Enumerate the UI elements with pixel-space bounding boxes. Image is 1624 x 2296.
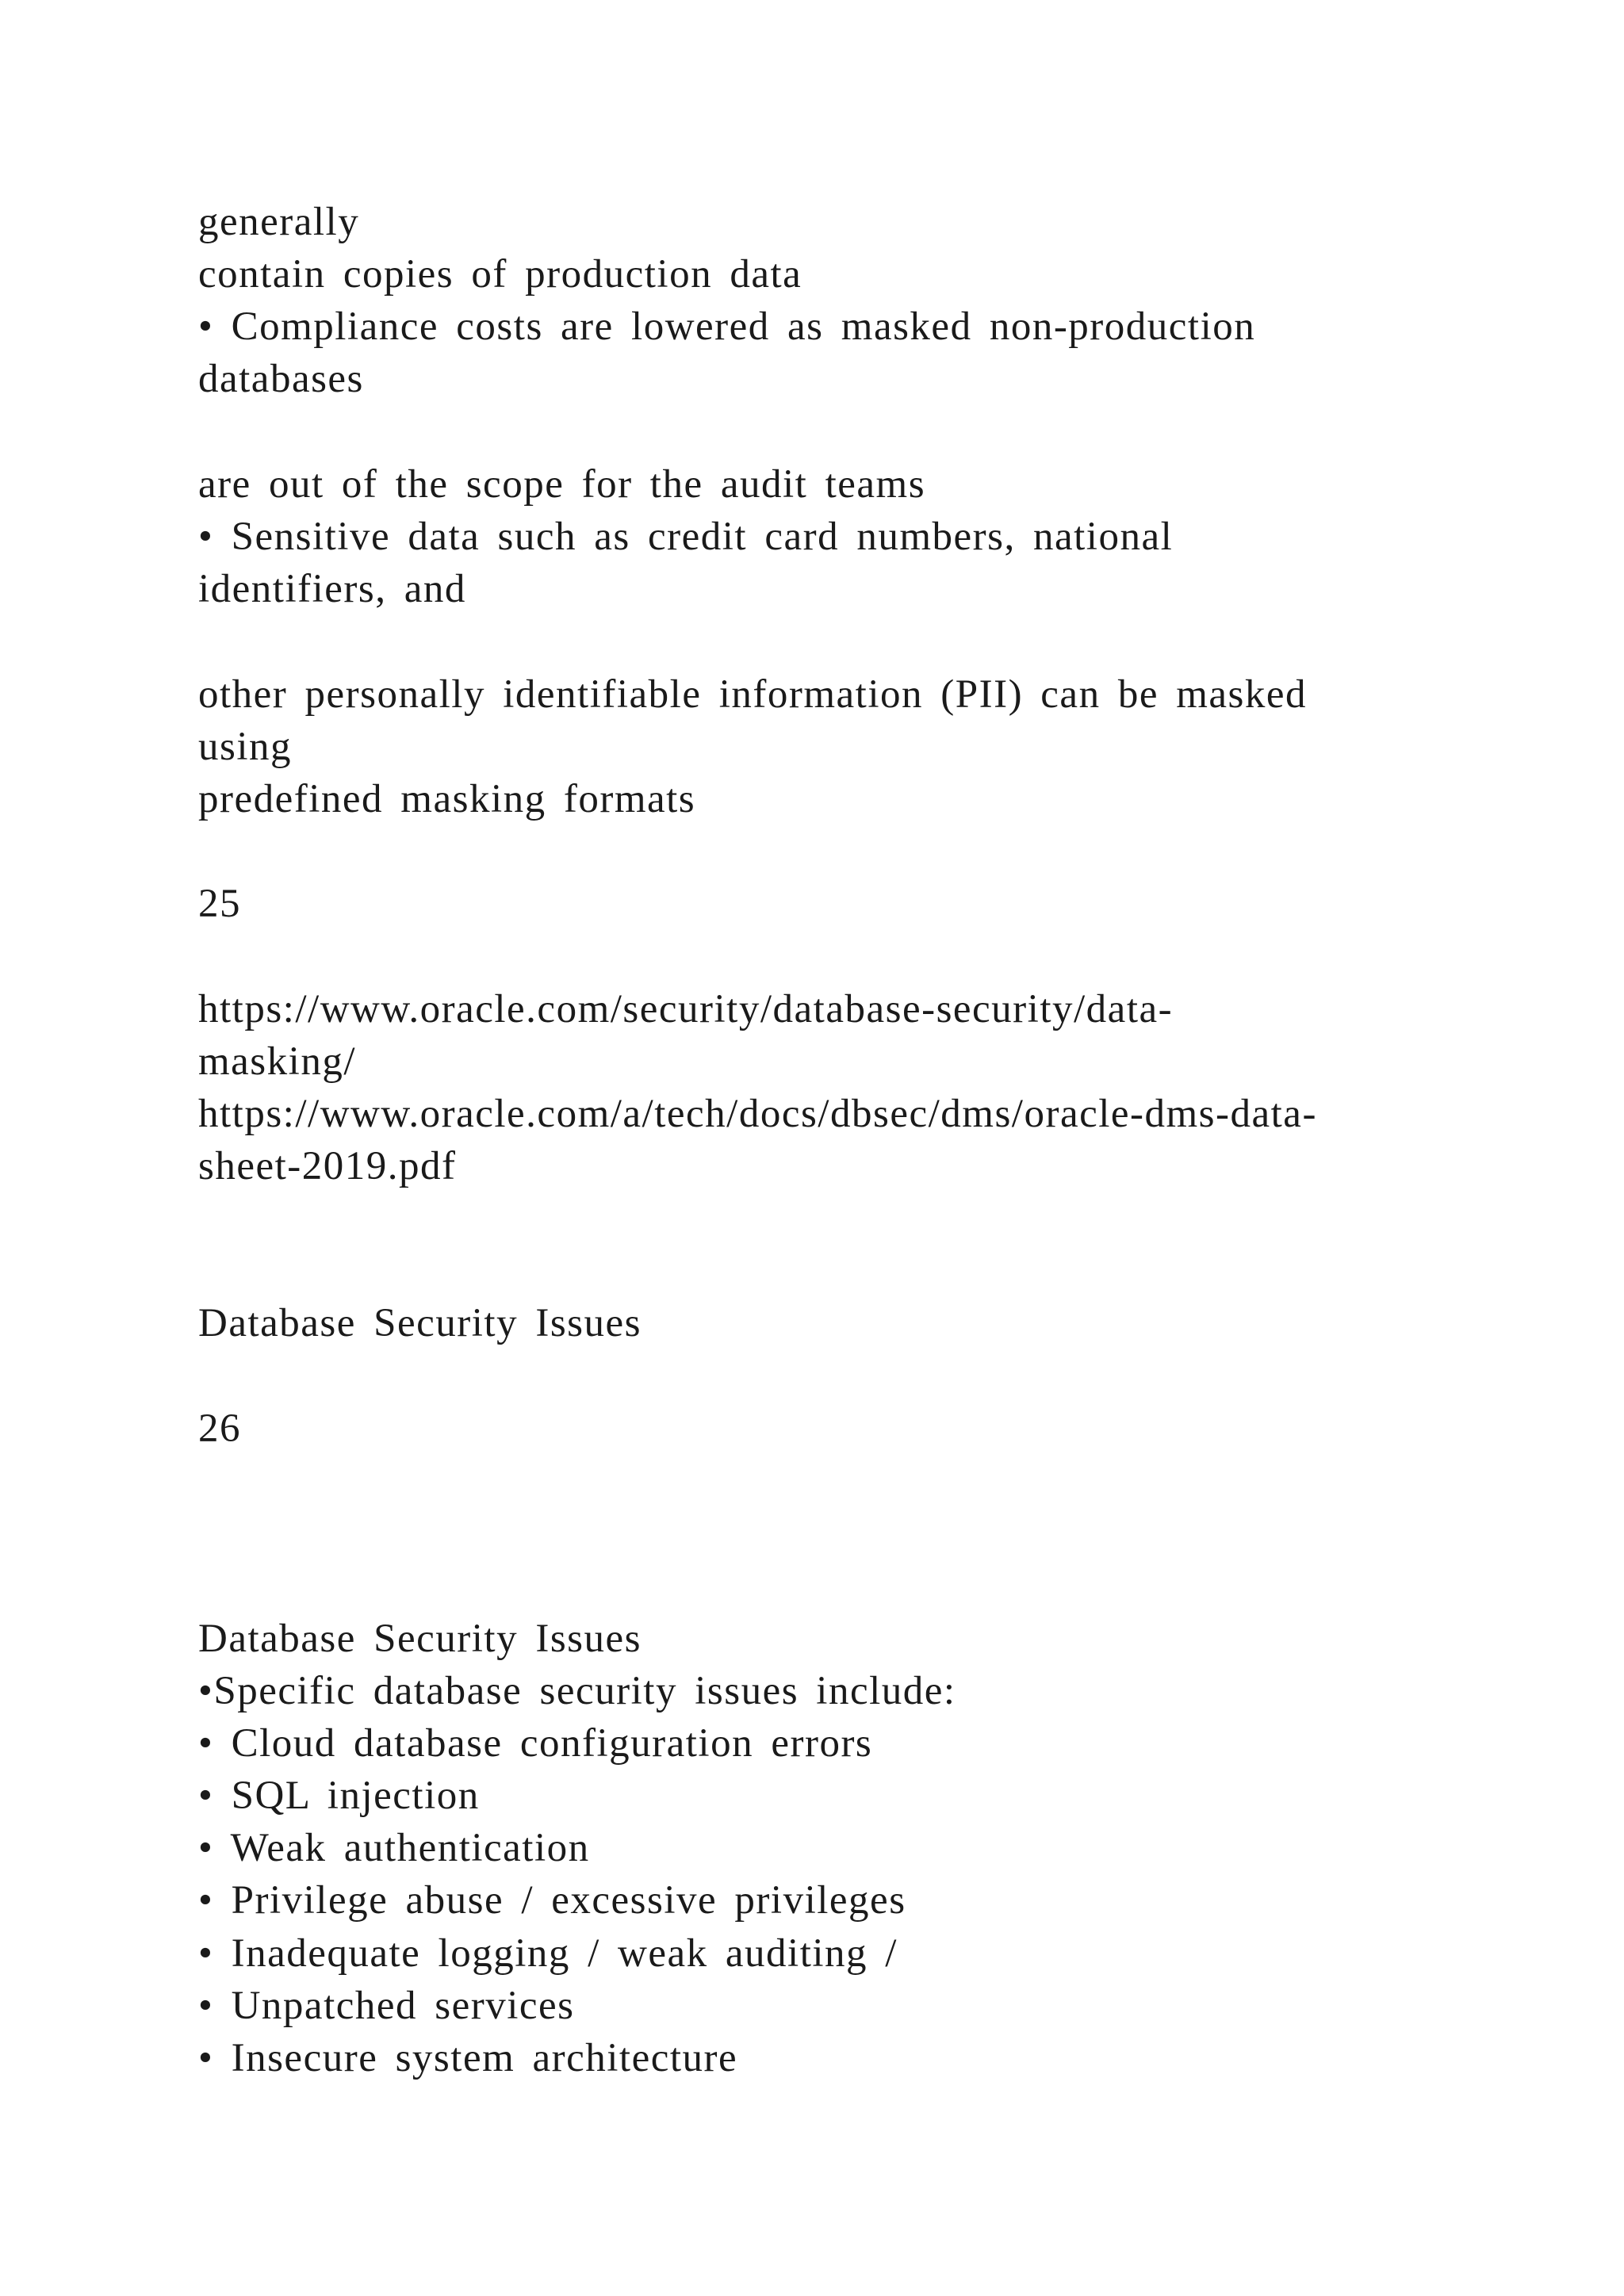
text-line: using: [198, 725, 293, 769]
slide-number: 25: [198, 882, 241, 926]
section-heading: Database Security Issues: [198, 1617, 642, 1661]
text-line: generally: [198, 200, 360, 244]
bullet-item: • Unpatched services: [198, 1984, 575, 2028]
bullet-item: • Cloud database configuration errors: [198, 1721, 873, 1766]
bullet-item: • Privilege abuse / excessive privileges: [198, 1878, 906, 1923]
bullet-item: • SQL injection: [198, 1774, 480, 1818]
text-line: •Specific database security issues include:: [198, 1669, 956, 1713]
section-heading: Database Security Issues: [198, 1301, 642, 1345]
text-line: identifiers, and: [198, 567, 466, 611]
bullet-item: • Insecure system architecture: [198, 2036, 738, 2080]
reference-url: masking/: [198, 1039, 356, 1084]
text-line: databases: [198, 357, 364, 401]
text-line: contain copies of production data: [198, 252, 802, 297]
text-line: other personally identifiable information (PII) can be masked: [198, 672, 1307, 717]
bullet-item: • Weak authentication: [198, 1826, 590, 1870]
text-line: predefined masking formats: [198, 777, 696, 821]
reference-url: https://www.oracle.com/a/tech/docs/dbsec/dms/oracle-dms-data-: [198, 1092, 1317, 1136]
reference-url: sheet-2019.pdf: [198, 1144, 457, 1188]
text-line: are out of the scope for the audit teams: [198, 462, 926, 507]
bullet-item: • Compliance costs are lowered as masked non-production: [198, 304, 1256, 349]
bullet-item: • Sensitive data such as credit card numbers, national: [198, 515, 1174, 559]
slide-number: 26: [198, 1406, 241, 1451]
bullet-item: • Inadequate logging / weak auditing /: [198, 1931, 898, 1976]
reference-url: https://www.oracle.com/security/database-security/data-: [198, 987, 1174, 1031]
